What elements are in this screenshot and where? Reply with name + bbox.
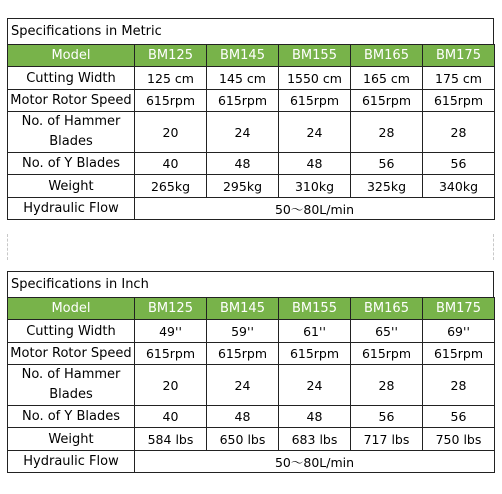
header-bm125: BM125 — [135, 45, 207, 67]
table-row — [8, 153, 495, 175]
table-cell: 340kg — [423, 175, 495, 198]
table-cell: 615rpm — [135, 343, 207, 365]
row-label: Weight — [8, 175, 135, 198]
header-bm165: BM165 — [351, 298, 423, 320]
row-label: Weight — [8, 428, 135, 451]
inch-spec-table — [7, 297, 495, 473]
table-cell: 56 — [351, 406, 423, 428]
hydraulic-flow-value: 50～80L/min — [135, 198, 495, 220]
table-row — [8, 175, 495, 198]
table-cell: 1550 cm — [279, 67, 351, 90]
table-cell: 69'' — [423, 320, 495, 343]
table-cell: 28 — [423, 365, 495, 406]
section-divider — [7, 234, 494, 260]
inch-spec-block — [7, 271, 494, 473]
table-cell: 175 cm — [423, 67, 495, 90]
table-cell: 48 — [207, 406, 279, 428]
row-label: Motor Rotor Speed — [8, 343, 135, 365]
row-label: Cutting Width — [8, 67, 135, 90]
header-bm125: BM125 — [135, 298, 207, 320]
table-row — [8, 320, 495, 343]
row-label: No. of Hammer Blades — [8, 112, 135, 153]
header-model: Model — [8, 298, 135, 320]
header-bm155: BM155 — [279, 298, 351, 320]
row-label: Hydraulic Flow — [8, 198, 135, 220]
inch-caption: Specifications in Inch — [7, 271, 494, 297]
table-cell: 28 — [351, 365, 423, 406]
table-cell: 48 — [279, 153, 351, 175]
table-cell: 265kg — [135, 175, 207, 198]
table-row — [8, 198, 495, 220]
metric-spec-table — [7, 44, 495, 220]
table-cell: 310kg — [279, 175, 351, 198]
table-cell: 615rpm — [279, 343, 351, 365]
table-row — [8, 90, 495, 112]
table-cell: 683 lbs — [279, 428, 351, 451]
table-cell: 615rpm — [351, 343, 423, 365]
table-cell: 56 — [423, 406, 495, 428]
metric-caption: Specifications in Metric — [7, 18, 494, 44]
table-row — [8, 428, 495, 451]
table-cell: 615rpm — [423, 343, 495, 365]
table-cell: 65'' — [351, 320, 423, 343]
table-cell: 40 — [135, 153, 207, 175]
table-header-row — [8, 45, 495, 67]
table-cell: 615rpm — [135, 90, 207, 112]
row-label: No. of Y Blades — [8, 406, 135, 428]
table-cell: 125 cm — [135, 67, 207, 90]
row-label: No. of Y Blades — [8, 153, 135, 175]
row-label: Hydraulic Flow — [8, 451, 135, 473]
table-cell: 59'' — [207, 320, 279, 343]
row-label: No. of Hammer Blades — [8, 365, 135, 406]
table-row — [8, 406, 495, 428]
table-cell: 24 — [279, 365, 351, 406]
table-cell: 650 lbs — [207, 428, 279, 451]
header-bm175: BM175 — [423, 298, 495, 320]
table-cell: 61'' — [279, 320, 351, 343]
header-bm175: BM175 — [423, 45, 495, 67]
row-label: Motor Rotor Speed — [8, 90, 135, 112]
table-cell: 48 — [279, 406, 351, 428]
header-model: Model — [8, 45, 135, 67]
table-cell: 615rpm — [423, 90, 495, 112]
metric-spec-block — [7, 18, 494, 220]
table-row — [8, 67, 495, 90]
table-cell: 295kg — [207, 175, 279, 198]
table-row — [8, 112, 495, 153]
table-cell: 145 cm — [207, 67, 279, 90]
table-cell: 615rpm — [207, 90, 279, 112]
hydraulic-flow-value: 50～80L/min — [135, 451, 495, 473]
table-cell: 28 — [351, 112, 423, 153]
table-cell: 584 lbs — [135, 428, 207, 451]
table-header-row — [8, 298, 495, 320]
table-row — [8, 365, 495, 406]
table-row — [8, 451, 495, 473]
table-cell: 717 lbs — [351, 428, 423, 451]
row-label: Cutting Width — [8, 320, 135, 343]
table-cell: 20 — [135, 112, 207, 153]
table-cell: 49'' — [135, 320, 207, 343]
table-cell: 750 lbs — [423, 428, 495, 451]
table-cell: 615rpm — [351, 90, 423, 112]
header-bm155: BM155 — [279, 45, 351, 67]
table-cell: 24 — [207, 365, 279, 406]
table-cell: 615rpm — [279, 90, 351, 112]
table-row — [8, 343, 495, 365]
table-cell: 24 — [279, 112, 351, 153]
table-cell: 24 — [207, 112, 279, 153]
table-cell: 165 cm — [351, 67, 423, 90]
table-cell: 56 — [351, 153, 423, 175]
header-bm145: BM145 — [207, 45, 279, 67]
table-cell: 48 — [207, 153, 279, 175]
header-bm145: BM145 — [207, 298, 279, 320]
table-cell: 20 — [135, 365, 207, 406]
table-cell: 40 — [135, 406, 207, 428]
table-cell: 325kg — [351, 175, 423, 198]
table-cell: 56 — [423, 153, 495, 175]
header-bm165: BM165 — [351, 45, 423, 67]
table-cell: 615rpm — [207, 343, 279, 365]
table-cell: 28 — [423, 112, 495, 153]
